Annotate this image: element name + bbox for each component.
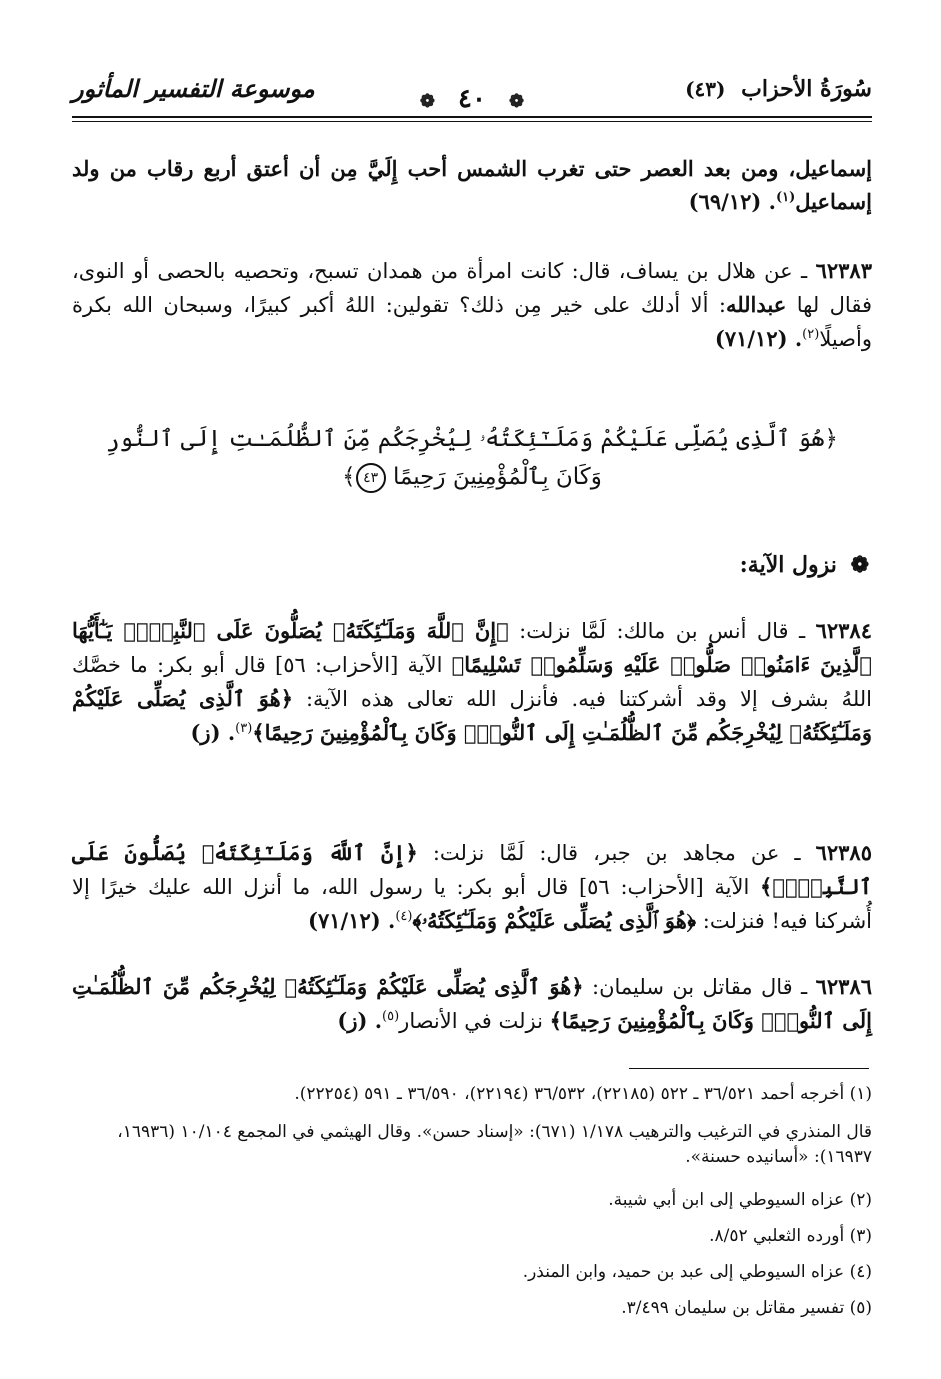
hadith-text: ـ عن مجاهد بن جبر، قال: لَمَّا نزلت:: [417, 841, 816, 865]
hadith-text: الآية [الأحزاب: ٥٦] قال أبو بكر: ما خصَّك اللهُ بشرف إلا وقد أشركتنا فيه. فأنزل الله تعالى هذه الآية:: [72, 653, 873, 711]
footnote-5: (٥) تفسير مقاتل بن سليمان ٣/٤٩٩.: [621, 1298, 872, 1318]
footnote-marker: (٣): [235, 721, 253, 736]
verse-text: وَكَانَ بِٱلْمُؤْمِنِينَ رَحِيمًا: [392, 464, 602, 490]
running-header: [72, 70, 872, 124]
ornament-icon: ❁: [419, 91, 435, 112]
footnote-2: (٢) عزاه السيوطي إلى ابن أبي شيبة.: [608, 1190, 872, 1210]
book-title: موسوعة التفسير المأثور: [72, 74, 315, 103]
surah-number: (٤٣): [685, 77, 726, 101]
hadith-text: ـ قال أنس بن مالك: لَمَّا نزلت:: [508, 619, 816, 643]
quran-quote: ﴿هُوَ ٱلَّذِى يُصَلِّى عَلَيْكُمْ وَمَلَـٰٓئِكَتُهُۥ﴾: [412, 908, 697, 933]
footnote-1-continued: قال المنذري في الترغيب والترهيب ١/١٧٨ (٦٧١): «إسناد حسن». وقال الهيثمي في المجمع ١٠/١٠٤ (١٦٩٣٦، ١٦٩٣٧): «أسانيده حسنة».: [117, 1122, 872, 1167]
footnote-rule: [629, 1068, 869, 1069]
footnote-marker: (١): [775, 190, 796, 205]
section-title: نزول الآية:: [739, 552, 837, 578]
verse-close-bracket: ﴾: [342, 464, 356, 490]
hadith-number: ٦٢٣٨٥: [815, 840, 872, 865]
hadith-number: ٦٢٣٨٣: [815, 258, 872, 283]
footnote-1: (١) أخرجه أحمد ٣٦/٥٢١ ـ ٥٢٢ (٢٢١٨٥)، ٣٦/٥٣٢ (٢٢١٩٤)، ٣٦/٥٩٠ ـ ٥٩١ (٢٢٢٥٤).: [294, 1084, 872, 1104]
hadith-text: ـ قال مقاتل بن سليمان:: [583, 975, 816, 999]
verse-number-badge: ٤٣: [356, 463, 386, 493]
quran-quote: ﴿إِنَّ ٱللَّهَ وَمَلَـٰٓئِكَتَهُۥ يُصَلُّونَ عَلَى ٱلنَّبِىِّۚ يَـٰٓأَيُّهَا ٱلَّذِينَ ءَامَنُوا۟ صَلُّوا۟ عَلَيْهِ وَسَلِّمُوا۟ تَسْلِيمًا﴾: [72, 618, 873, 677]
continuation-paragraph: [72, 152, 872, 218]
reference: . (٦٩/١٢): [688, 189, 776, 214]
narrator-name: عبدالله: [725, 292, 787, 317]
footnote-marker: (٤): [395, 909, 413, 924]
paragraph-text: إسماعيل، ومن بعد العصر حتى تغرب الشمس أحب إِلَيَّ مِن أن أعتق أربع رقاب من ولد إسماعيل: [72, 156, 872, 214]
footnote-marker: (٢): [802, 327, 820, 342]
footnote-marker: (٥): [382, 1009, 400, 1024]
quran-quote: ﴿إِنَّ ٱللَّهَ وَمَلَـٰٓئِكَتَهُۥ يُصَلُّونَ عَلَى ٱلنَّبِىِّۚ﴾: [72, 840, 872, 899]
quran-quote: ﴿هُوَ ٱلَّذِى يُصَلِّى عَلَيْكُمْ وَمَلَـٰٓئِكَتُهُۥ لِيُخْرِجَكُم مِّنَ ٱلظُّلُمَـٰتِ إِلَى ٱلنُّورِۚ وَكَانَ بِٱلْمُؤْمِنِينَ رَحِيمًا﴾: [72, 974, 872, 1033]
ornament-icon: ❁: [509, 91, 525, 112]
section-heading: [740, 552, 869, 578]
header-rule: [72, 116, 872, 118]
featured-verse: [72, 420, 872, 496]
hadith-62385: [72, 836, 872, 938]
verse-line-2: [72, 458, 872, 496]
reference: . (٧١/١٢): [308, 908, 396, 933]
hadith-text: : ألا أدلك على خير مِن ذلك؟ تقولين: اللهُ أكبر كبيرًا، وسبحان الله بكرة وأصيلًا: [72, 293, 872, 351]
quran-quote: ﴿هُوَ ٱلَّذِى يُصَلِّى عَلَيْكُمْ وَمَلَـٰٓئِكَتُهُۥ لِيُخْرِجَكُم مِّنَ ٱلظُّلُمَـٰتِ إِلَى ٱلنُّورِۚ وَكَانَ بِٱلْمُؤْمِنِينَ رَحِيمًا﴾: [72, 686, 872, 745]
reference: . (٧١/١٢): [714, 326, 803, 351]
surah-title: سُورَةُ الأحزاب: [741, 76, 872, 102]
page-number: ٤٠: [458, 84, 486, 114]
hadith-62384: [72, 614, 872, 750]
hadith-text: ـ عن هلال بن يساف، قال: كانت امرأة من همدان تسبح، وتحصيه بالحصى أو النوى، فقال لها: [72, 259, 872, 317]
hadith-text: الآية [الأحزاب: ٥٦] قال أبو بكر: يا رسول الله، ما أنزل الله عليك خيرًا إلا أُشركنا فيه! فنزلت:: [72, 875, 872, 933]
hadith-number: ٦٢٣٨٦: [815, 974, 873, 999]
reference: . (ز): [337, 1008, 383, 1033]
reference: . (ز): [190, 720, 236, 745]
verse-line: ﴿هُوَ ٱلَّذِى يُصَلِّى عَلَيْكُمْ وَمَلَـٰٓئِكَتُهُۥ لِيُخْرِجَكُم مِّنَ ٱلظُّلُمَـٰتِ إِلَى ٱلنُّورِ: [106, 426, 838, 452]
hadith-number: ٦٢٣٨٤: [815, 618, 872, 643]
hadith-62386: [72, 970, 872, 1038]
hadith-62383: [72, 254, 872, 356]
footnote-3: (٣) أورده الثعلبي ٨/٥٢.: [709, 1226, 872, 1246]
header-rule: [72, 121, 872, 122]
footnote-4: (٤) عزاه السيوطي إلى عبد بن حميد، وابن المنذر.: [522, 1262, 872, 1282]
flower-icon: ❁: [850, 552, 869, 578]
hadith-text: نزلت في الأنصار: [399, 1009, 550, 1033]
